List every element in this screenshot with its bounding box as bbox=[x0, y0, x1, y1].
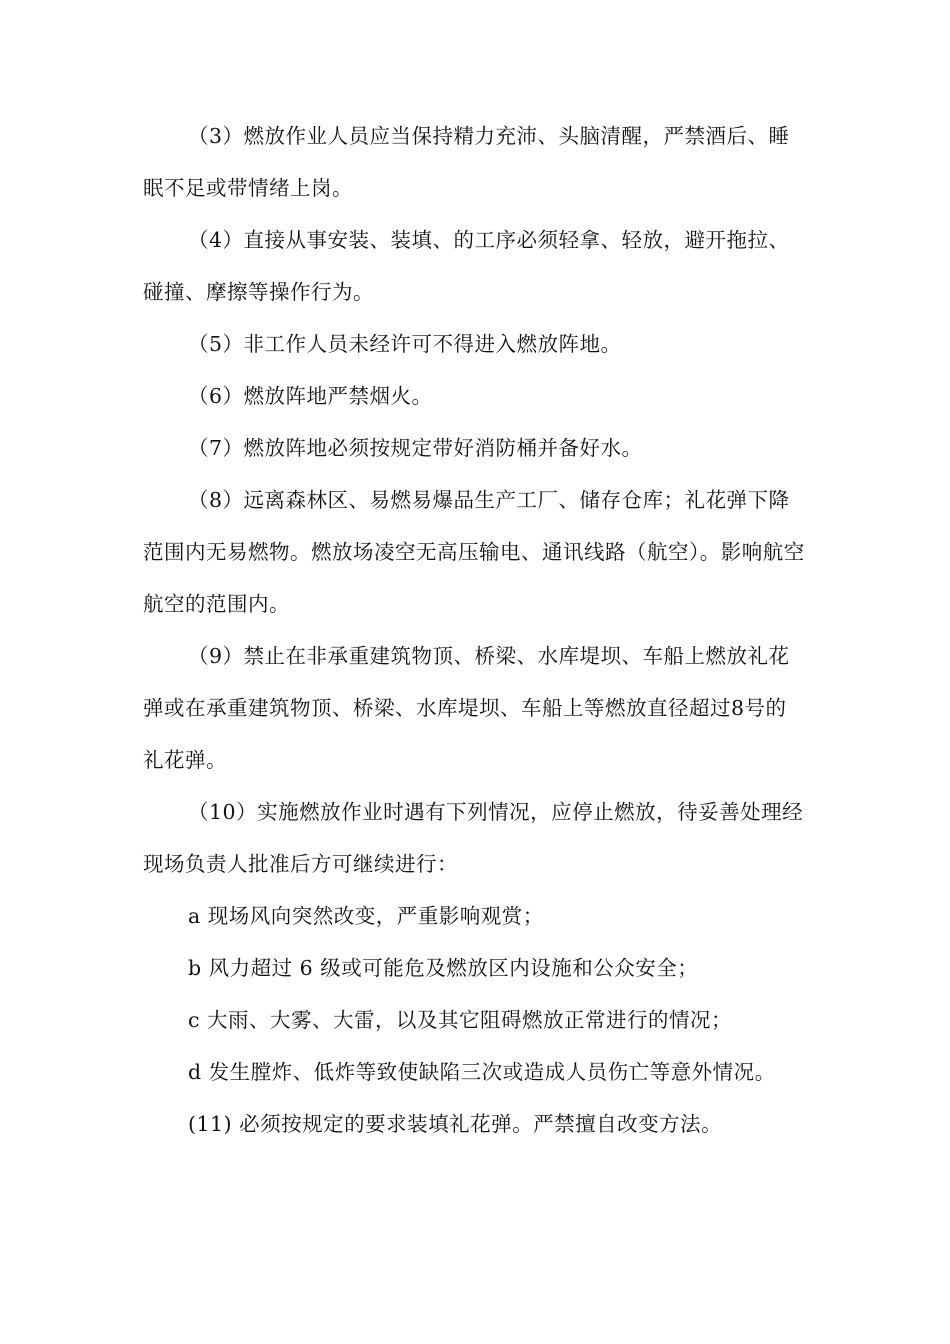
paragraph-10-item-c: c 大雨、大雾、大雷，以及其它阻碍燃放正常进行的情况； bbox=[188, 1008, 732, 1032]
paragraph-8: （8）远离森林区、易燃易爆品生产工厂、储存仓库；礼花弹下降范围内无易燃物。燃放场凌空无高压输电、通讯线路（航空）。影响航空航空的范围内。 bbox=[143, 488, 805, 616]
paragraph-6: （6）燃放阵地严禁烟火。 bbox=[188, 384, 433, 408]
paragraph-10-item-b: b 风力超过 6 级或可能危及燃放区内设施和公众安全； bbox=[188, 956, 699, 980]
paragraph-9: （9）禁止在非承重建筑物顶、桥梁、水库堤坝、车船上燃放礼花弹或在承重建筑物顶、桥梁、水库堤坝、车船上等燃放直径超过8号的礼花弹。 bbox=[143, 644, 790, 772]
paragraph-10-item-d: d 发生膛炸、低炸等致使缺陷三次或造成人员伤亡等意外情况。 bbox=[188, 1060, 776, 1084]
paragraph-5: （5）非工作人员未经许可不得进入燃放阵地。 bbox=[188, 332, 622, 356]
paragraph-7: （7）燃放阵地必须按规定带好消防桶并备好水。 bbox=[188, 436, 643, 460]
paragraph-10-item-a: a 现场风向突然改变，严重影响观赏； bbox=[188, 904, 544, 928]
paragraph-10: （10）实施燃放作业时遇有下列情况，应停止燃放，待妥善处理经现场负责人批准后方可继续进行： bbox=[143, 800, 804, 876]
document-body bbox=[143, 110, 805, 1150]
paragraph-4: （4）直接从事安装、装填、的工序必须轻拿、轻放，避开拖拉、碰撞、摩擦等操作行为。 bbox=[143, 228, 790, 304]
paragraph-11: (11) 必须按规定的要求装填礼花弹。严禁擅自改变方法。 bbox=[188, 1112, 723, 1136]
paragraph-3: （3）燃放作业人员应当保持精力充沛、头脑清醒，严禁酒后、睡眠不足或带情绪上岗。 bbox=[143, 124, 790, 200]
